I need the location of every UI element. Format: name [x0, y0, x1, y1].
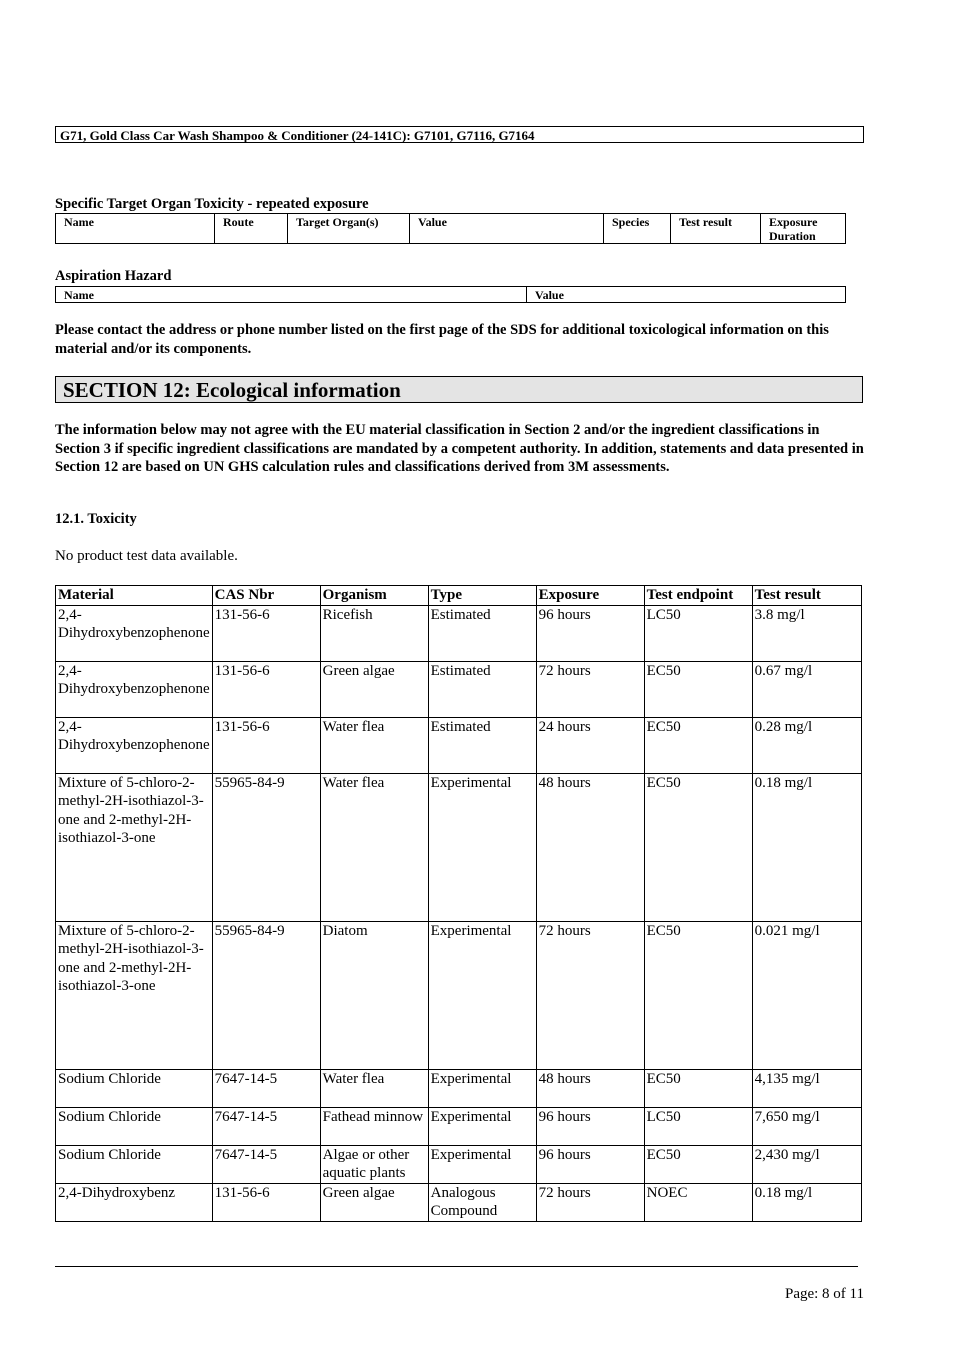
- cell-cas: 131-56-6: [212, 661, 320, 717]
- cell-organism: Fathead minnow: [320, 1107, 428, 1145]
- section-12-title: SECTION 12: Ecological information: [55, 376, 863, 403]
- cell-type: Experimental: [428, 1145, 536, 1183]
- cell-type: Estimated: [428, 717, 536, 773]
- cell-organism: Water flea: [320, 717, 428, 773]
- cell-cas: 7647-14-5: [212, 1145, 320, 1183]
- table-row: [56, 605, 862, 661]
- cell-result: 2,430 mg/l: [752, 1145, 861, 1183]
- stot-col-target-organ: Target Organ(s): [288, 214, 410, 244]
- footer-divider: [55, 1266, 858, 1267]
- cell-type: Analogous Compound: [428, 1183, 536, 1221]
- cell-exposure: 96 hours: [536, 1107, 644, 1145]
- table-row: [56, 921, 862, 1069]
- cell-type: Estimated: [428, 661, 536, 717]
- cell-type: Experimental: [428, 773, 536, 921]
- cell-type: Estimated: [428, 605, 536, 661]
- cell-organism: Green algae: [320, 1183, 428, 1221]
- table-row: [56, 1183, 862, 1221]
- table-row: [56, 773, 862, 921]
- cell-organism: Water flea: [320, 773, 428, 921]
- col-cas-nbr: CAS Nbr: [212, 586, 320, 606]
- stot-col-test-result: Test result: [671, 214, 761, 244]
- aspiration-heading: Aspiration Hazard: [55, 268, 172, 284]
- cell-endpoint: EC50: [644, 661, 752, 717]
- cell-cas: 7647-14-5: [212, 1107, 320, 1145]
- cell-organism: Ricefish: [320, 605, 428, 661]
- col-exposure: Exposure: [536, 586, 644, 606]
- cell-cas: 55965-84-9: [212, 773, 320, 921]
- section-12-disclaimer: The information below may not agree with the EU material classification in Section 2 and/or the ingredient classifications in Section 3 if specific ingredient classifications are mandated by a competent authority. In addition, statements and data presented in Section 12 are based on UN GHS calculation rules and classifications derived from 3M assessments.: [55, 422, 864, 475]
- aspiration-col-value: Value: [527, 287, 846, 303]
- table-row: [56, 717, 862, 773]
- cell-result: 4,135 mg/l: [752, 1069, 861, 1107]
- aspiration-table: [55, 286, 846, 303]
- cell-exposure: 48 hours: [536, 773, 644, 921]
- cell-endpoint: LC50: [644, 605, 752, 661]
- cell-material: 2,4-Dihydroxybenzophenone: [56, 605, 213, 661]
- cell-cas: 55965-84-9: [212, 921, 320, 1069]
- cell-cas: 131-56-6: [212, 605, 320, 661]
- no-data-text: No product test data available.: [55, 548, 238, 564]
- stot-table: [55, 213, 846, 244]
- cell-material: 2,4-Dihydroxybenzophenone: [56, 661, 213, 717]
- cell-exposure: 96 hours: [536, 605, 644, 661]
- aspiration-col-name: Name: [56, 287, 527, 303]
- col-organism: Organism: [320, 586, 428, 606]
- cell-material: Mixture of 5-chloro-2-methyl-2H-isothiazol-3-one and 2-methyl-2H-isothiazol-3-one: [56, 773, 213, 921]
- cell-endpoint: NOEC: [644, 1183, 752, 1221]
- cell-exposure: 72 hours: [536, 661, 644, 717]
- cell-result: 0.28 mg/l: [752, 717, 861, 773]
- cell-result: 0.67 mg/l: [752, 661, 861, 717]
- table-row: [56, 1069, 862, 1107]
- cell-cas: 131-56-6: [212, 717, 320, 773]
- table-row: [56, 1145, 862, 1183]
- stot-heading: Specific Target Organ Toxicity - repeated exposure: [55, 196, 369, 212]
- table-row: [56, 661, 862, 717]
- col-test-result: Test result: [752, 586, 861, 606]
- cell-endpoint: EC50: [644, 921, 752, 1069]
- cell-cas: 7647-14-5: [212, 1069, 320, 1107]
- cell-material: Sodium Chloride: [56, 1145, 213, 1183]
- stot-col-route: Route: [215, 214, 288, 244]
- col-type: Type: [428, 586, 536, 606]
- col-material: Material: [56, 586, 213, 606]
- cell-cas: 131-56-6: [212, 1183, 320, 1221]
- cell-endpoint: EC50: [644, 1145, 752, 1183]
- cell-organism: Diatom: [320, 921, 428, 1069]
- cell-material: 2,4-Dihydroxybenz: [56, 1183, 213, 1221]
- cell-material: 2,4-Dihydroxybenzophenone: [56, 717, 213, 773]
- cell-endpoint: LC50: [644, 1107, 752, 1145]
- stot-col-value: Value: [410, 214, 604, 244]
- subsection-toxicity: 12.1. Toxicity: [55, 511, 137, 527]
- cell-exposure: 48 hours: [536, 1069, 644, 1107]
- cell-material: Mixture of 5-chloro-2-methyl-2H-isothiazol-3-one and 2-methyl-2H-isothiazol-3-one: [56, 921, 213, 1069]
- cell-material: Sodium Chloride: [56, 1069, 213, 1107]
- cell-endpoint: EC50: [644, 1069, 752, 1107]
- stot-col-species: Species: [604, 214, 671, 244]
- stot-col-name: Name: [56, 214, 215, 244]
- cell-endpoint: EC50: [644, 773, 752, 921]
- document-header: G71, Gold Class Car Wash Shampoo & Conditioner (24-141C): G7101, G7116, G7164: [55, 126, 864, 143]
- contact-note: Please contact the address or phone number listed on the first page of the SDS for additional toxicological information on this material and/or its components.: [55, 322, 829, 357]
- cell-type: Experimental: [428, 1107, 536, 1145]
- cell-exposure: 96 hours: [536, 1145, 644, 1183]
- cell-organism: Water flea: [320, 1069, 428, 1107]
- cell-result: 7,650 mg/l: [752, 1107, 861, 1145]
- cell-result: 0.18 mg/l: [752, 773, 861, 921]
- cell-result: 0.021 mg/l: [752, 921, 861, 1069]
- cell-endpoint: EC50: [644, 717, 752, 773]
- table-row: [56, 1107, 862, 1145]
- cell-organism: Green algae: [320, 661, 428, 717]
- page-number: Page: 8 of 11: [784, 1286, 864, 1302]
- cell-material: Sodium Chloride: [56, 1107, 213, 1145]
- cell-type: Experimental: [428, 921, 536, 1069]
- cell-type: Experimental: [428, 1069, 536, 1107]
- cell-exposure: 24 hours: [536, 717, 644, 773]
- cell-result: 3.8 mg/l: [752, 605, 861, 661]
- cell-organism: Algae or other aquatic plants: [320, 1145, 428, 1183]
- cell-result: 0.18 mg/l: [752, 1183, 861, 1221]
- cell-exposure: 72 hours: [536, 1183, 644, 1221]
- ecotoxicity-table: [55, 585, 862, 1222]
- cell-exposure: 72 hours: [536, 921, 644, 1069]
- stot-col-exposure-duration: Exposure Duration: [761, 214, 846, 244]
- col-test-endpoint: Test endpoint: [644, 586, 752, 606]
- table-header-row: [56, 586, 862, 606]
